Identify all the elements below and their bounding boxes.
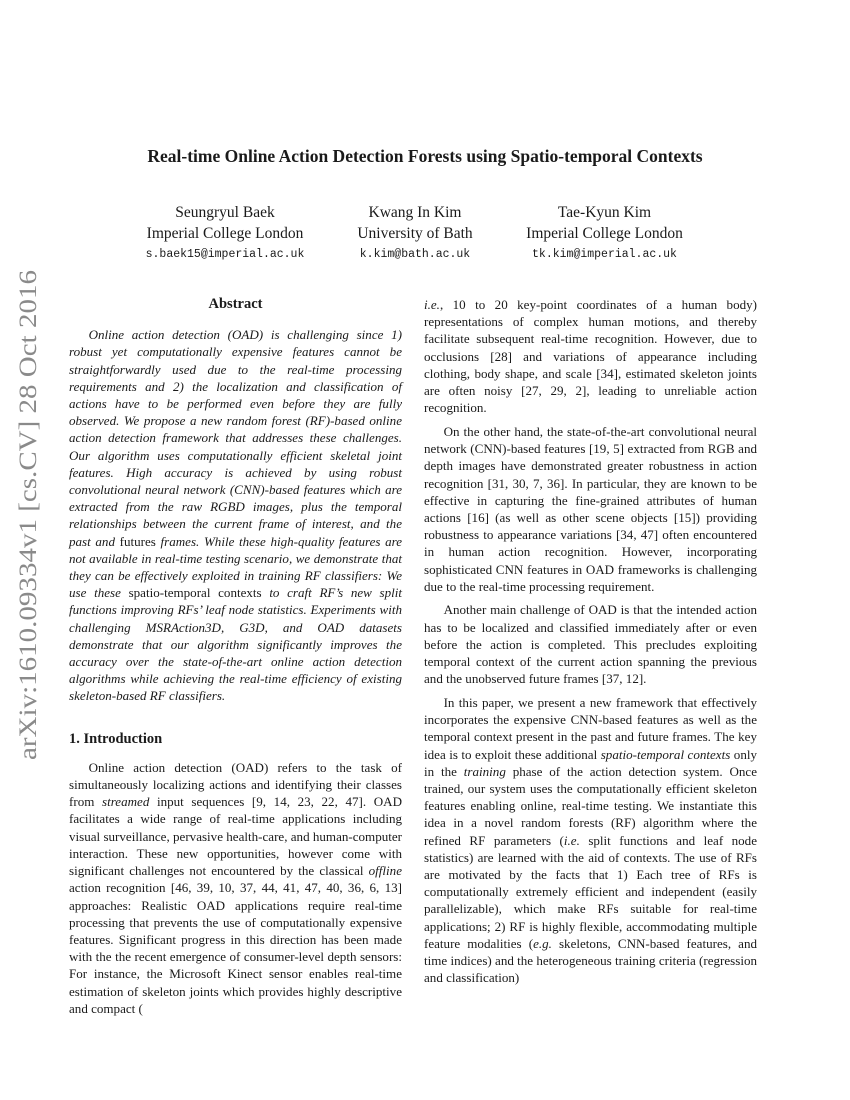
intro-paragraph-3: Another main challenge of OAD is that the intended action has to be localized and classified immediately after or even before the action is completed. This precludes exploiting temporal context of the current action spanning the previous and the unobserved future frames [37, 12].: [424, 602, 757, 687]
paper-title: Real-time Online Action Detection Forests using Spatio-temporal Contexts: [147, 146, 703, 166]
abstract-upright: futures: [119, 533, 156, 549]
author-name: Kwang In Kim: [368, 204, 462, 221]
emphasis: offline: [368, 863, 402, 879]
author-name: Seungryul Baek: [175, 204, 275, 221]
text-run: only in the: [424, 746, 757, 779]
author-email: s.baek15@imperial.ac.uk: [145, 248, 305, 261]
emphasis: training: [463, 763, 506, 779]
arxiv-watermark: [6, 270, 46, 760]
author-affiliation: Imperial College London: [146, 225, 304, 242]
abstract-heading: Abstract: [208, 296, 263, 312]
author-2: [345, 202, 485, 264]
author-1: [130, 202, 320, 264]
abstract-part: frames. While these high-quality features are not available in real-time testing scenario, we demonstrate that they can be effectively exploited in training RF classifiers: We use these: [69, 533, 402, 601]
abstract-part: Online action detection (OAD) is challenging since 1) robust yet computationally expensive features cannot be straightforwardly used due to the real-time processing requirements and 2) the localization and classification of actions have to be performed even before they are fully observed. We propose a new random forest (RF)-based online action detection framework that addresses these challenges. Our algorithm uses computationally efficient skeletal joint features. High accuracy is achieved by using robust convolutional neural network (CNN)-based features which are extracted from the raw RGBD images, plus the temporal relationships between the current frame of interest, and the past and: [69, 327, 402, 549]
author-name: Tae-Kyun Kim: [557, 204, 652, 221]
intro-paragraph-4: [424, 694, 757, 986]
emphasis: e.g.: [533, 935, 552, 951]
emphasis: i.e.: [424, 297, 440, 312]
intro-paragraph-1: [69, 759, 402, 1017]
author-email: tk.kim@imperial.ac.uk: [532, 248, 677, 261]
text-run: action recognition [46, 39, 10, 37, 44, 41, 47, 40, 36, 6, 13] approaches: Realistic OAD applications require real-time processing that prevents the use of computationally expensive features. Significant progress in this direction has been made with the the recent emergence of consumer-level depth sensors: For instance, the Microsoft Kinect sensor enables real-time estimation of skeleton joints which provides highly descriptive and compact (: [69, 880, 402, 1016]
abstract-upright: spatio-temporal contexts: [128, 585, 262, 601]
text-run: Online action detection (OAD) refers to the task of simultaneously localizing actions and identifying their classes from: [69, 759, 402, 810]
author-affiliation: University of Bath: [357, 225, 473, 242]
author-block: [0, 202, 850, 262]
text-run: skeletons, CNN-based features, and time indices) and the heterogeneous training criteria (regression and classification): [424, 935, 758, 986]
text-run: input sequences [9, 14, 23, 22, 47]. OAD facilitates a wide range of real-time applications including visual surveillance, pervasive health-care, and human-computer interaction. These new opportunities, however come with significant challenges not encountered by the classical: [69, 794, 403, 879]
abstract-text: [69, 326, 402, 704]
text-run: , 10 to 20 key-point coordinates of a human body) representations of complex human motions, and thereby facilitate subsequent real-time recognition. However, due to occlusions [28] and variations of appearance including clothing, body shape, and scale [34], estimated skeleton joints are often noisy [27, 29, 2], leading to unreliable action recognition.: [424, 297, 757, 416]
intro-paragraph-1-continued: [424, 296, 757, 416]
arxiv-watermark-svg: [6, 270, 46, 760]
author-email: k.kim@bath.ac.uk: [359, 248, 471, 261]
emphasis: streamed: [102, 794, 150, 810]
text-run: split functions and leaf node statistics) are learned with the aid of contexts. The use of RFs are motivated by the facts that 1) Each tree of RFs is computationally extremely efficient and independent (easily parallelizable), which make RFs suitable for real-time applications; 2) RF is highly flexible, accommodating multiple feature modalities (: [424, 832, 757, 951]
text-run: In this paper, we present a new framework that effectively incorporates the expensive CNN-based features as well as the temporal context present in the past and future frames. The key idea is to exploit these additional: [424, 694, 757, 762]
arxiv-identifier: arXiv:1610.09334v1 [cs.CV] 28 Oct 2016: [15, 337, 42, 760]
section-heading-introduction: 1. Introduction: [69, 730, 163, 747]
left-column: [69, 296, 402, 1017]
abstract-part: to craft RF’s new split functions improving RFs’ leaf node statistics. Experiments with challenging MSRAction3D, G3D, and OAD datasets demonstrate that our algorithm significantly improves the accuracy over the state-of-the-art online action detection algorithms while achieving the real-time efficiency of existing skeleton-based RF classifiers.: [69, 585, 402, 704]
author-affiliation: Imperial College London: [526, 225, 683, 242]
author-3: [512, 202, 697, 264]
emphasis: spatio-temporal contexts: [600, 746, 731, 762]
text-run: phase of the action detection system. Once trained, our system uses the computationally efficient skeleton features enabling online, real-time testing. We instantiate this idea in a novel random forests (RF) algorithm where the refined RF parameters (: [424, 763, 758, 848]
intro-paragraph-2: On the other hand, the state-of-the-art convolutional neural network (CNN)-based features [19, 5] extracted from RGB and depth images have demonstrated greater robustness in action recognition [31, 30, 7, 36]. In particular, they are known to be effective in capturing the fine-grained attributes of human actions [16] (as well as other scene objects [15]) providing robustness to appearance variations [34, 47] often encountered in human action recognition. However, incorporating sophisticated CNN features in OAD frameworks is challenging due to the real-time processing requirement.: [424, 423, 757, 594]
right-column: [424, 296, 757, 986]
emphasis: i.e.: [563, 832, 580, 848]
